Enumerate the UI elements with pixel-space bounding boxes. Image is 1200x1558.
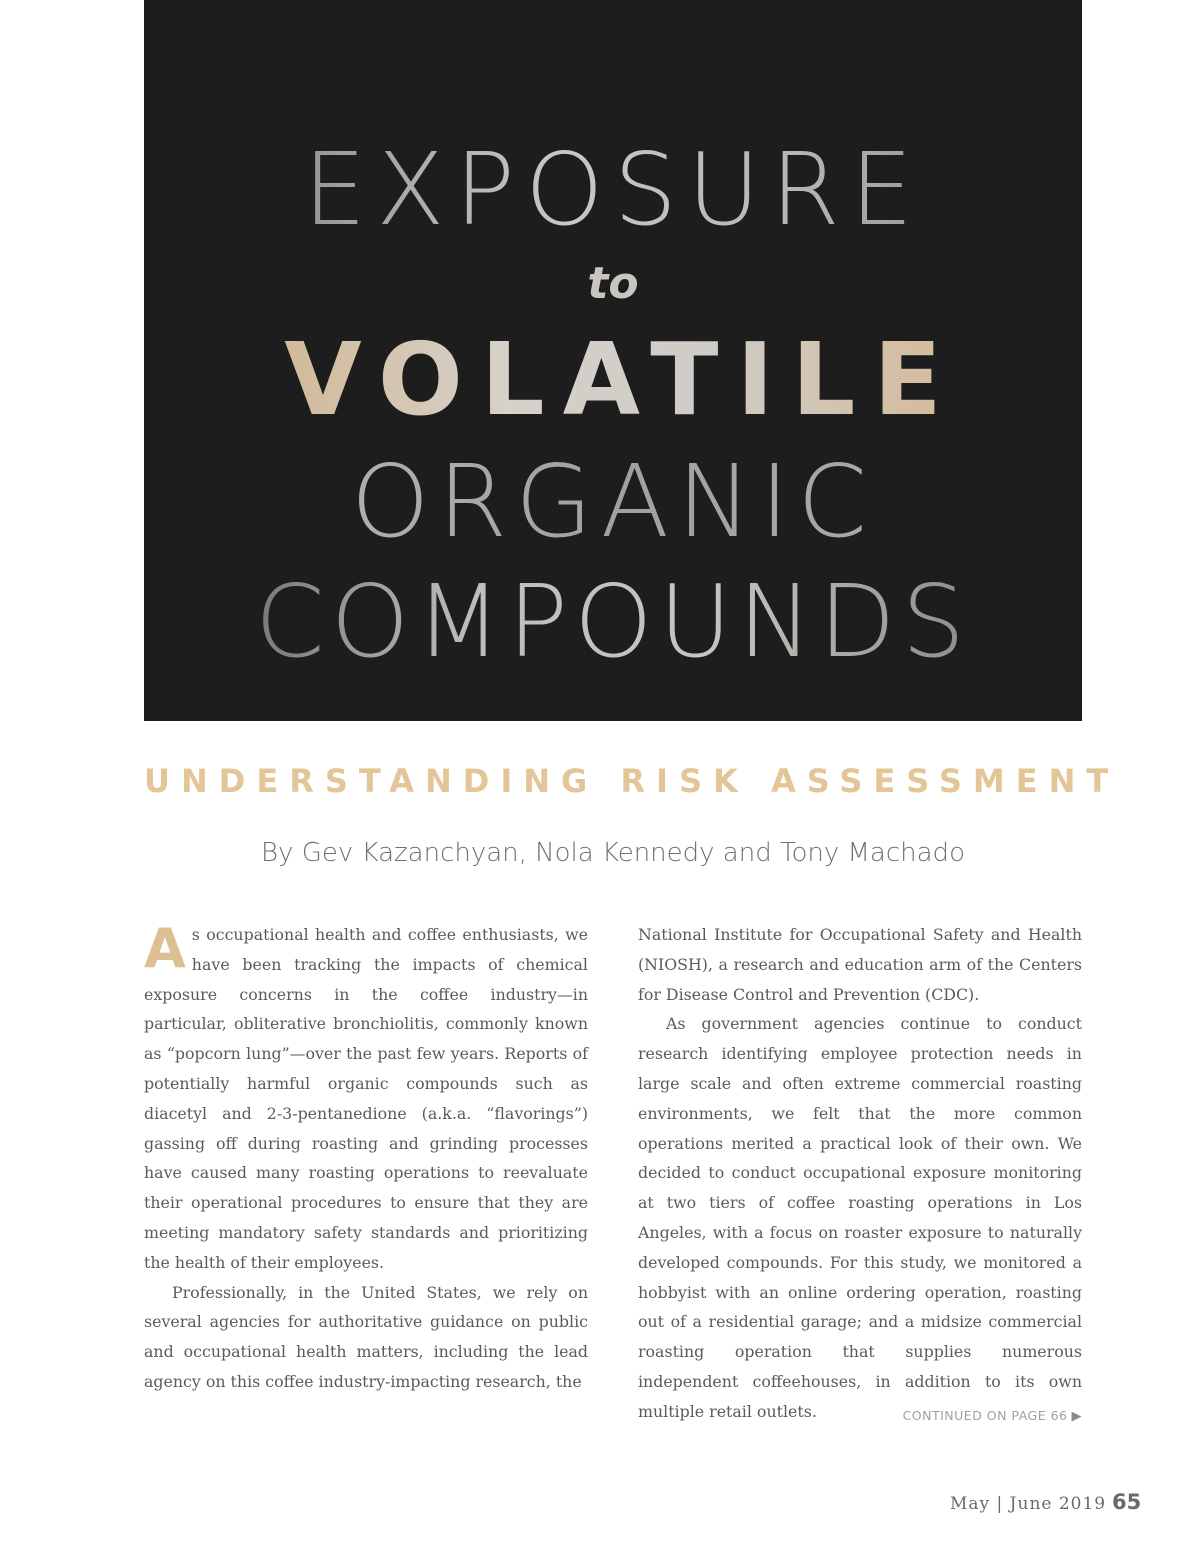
title-banner [144,0,1082,721]
drop-cap: A [144,917,186,980]
paragraph [144,917,588,1278]
title-line-exposure: EXPOSURE [144,140,1082,240]
title-line-compounds: COMPOUNDS [144,572,1082,672]
title-line-organic: ORGANIC [144,452,1082,552]
issue-date: May | June 2019 [950,1494,1107,1514]
play-arrow-icon: ▶ [1071,1409,1082,1424]
article-subtitle: UNDERSTANDING RISK ASSESSMENT [144,762,1120,800]
paragraph-text: s occupational health and coffee enthusiasts, we have been tracking the impacts of chemical exposure concerns in the coffee industry—in particular, obliterative bronchiolitis, commonly known as “popcorn lung”—over the past few years. Reports of potentially harmful organic compounds such as diacetyl and 2-3-pentanedione (a.k.a. “flavorings”) gassing off during roasting and grinding processes have caused many roasting operations to reevaluate their operational procedures to ensure that they are meeting mandatory safety standards and prioritizing the health of their employees. [144,925,588,1272]
article-column-left [144,917,588,1397]
paragraph: National Institute for Occupational Safety and Health (NIOSH), a research and education arm of the Centers for Disease Control and Prevention (CDC). [638,925,1082,1004]
paragraph: Professionally, in the United States, we rely on several agencies for authoritative guidance on public and occupational health matters, including the lead agency on this coffee industry-impacting research, the [144,1282,588,1391]
title-line-to: to [587,258,639,309]
article-column-right [638,920,1082,1427]
byline: By Gev Kazanchyan, Nola Kennedy and Tony Machado [261,838,965,868]
page-number: 65 [1112,1490,1142,1514]
continued-label: CONTINUED ON PAGE 66 [902,1408,1068,1423]
continued-link[interactable] [903,1408,1082,1424]
paragraph: As government agencies continue to conduct research identifying employee protection needs in large scale and often extreme commercial roasting environments, we felt that the more common operations merited a practical look of their own. We decided to conduct occupational exposure monitoring at two tiers of coffee roasting operations in Los Angeles, with a focus on roaster exposure to naturally developed compounds. For this study, we monitored a hobbyist with an online ordering operation, roasting out of a residential garage; and a midsize commercial roasting operation that supplies numerous independent coffeehouses, in addition to its own multiple retail outlets. [638,1014,1082,1421]
title-line-volatile: VOLATILE [144,330,1082,430]
